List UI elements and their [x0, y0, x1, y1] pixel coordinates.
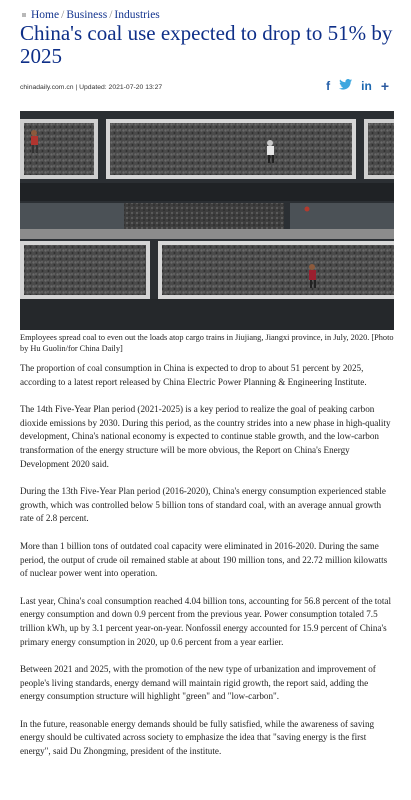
- article-paragraph: More than 1 billion tons of outdated coal capacity were eliminated in 2016-2020. During the same period, the output of crude oil remained stable at about 190 million tons, and 22.72 million kilowatts of nuclear power went into operation.: [20, 540, 388, 579]
- article-title: China's coal use expected to drop to 51% by 2025: [20, 21, 393, 68]
- breadcrumb-business-link[interactable]: Business: [66, 9, 108, 21]
- breadcrumb-industries-link[interactable]: Industries: [114, 9, 160, 21]
- article-paragraph: The proportion of coal consumption in China is expected to drop to about 51 percent by 2025, according to a latest report released by China Electric Power Planning & Engineering Institute.: [20, 363, 367, 387]
- twitter-bird-icon: [339, 79, 352, 90]
- article-photo: [20, 111, 394, 330]
- article-source: chinadaily.com.cn: [20, 84, 74, 91]
- article-paragraph: Last year, China's coal consumption reached 4.04 billion tons, accounting for 56.8 percent of the total energy consumption and down 0.9 percent from the previous year. Power consumption totaled 7.5 trillion kWh, up by 3.1 percent year-on-year. Nonfossil energy accounted for 15.9 percent of China's primary energy consumption in 2020, up 0.6 percent from a year earlier.: [20, 595, 391, 647]
- breadcrumb-bullet-icon: [22, 13, 26, 17]
- article-paragraph: Between 2021 and 2025, with the promotion of the new type of urbanization and improvement of people's living standards, energy demand will maintain rigid growth, the report said, adding the energy consumption structure will highlight "green" and "low-carbon".: [20, 664, 376, 702]
- meta-separator: |: [75, 84, 78, 91]
- article-body: [20, 362, 392, 773]
- article-paragraph: During the 13th Five-Year Plan period (2016-2020), China's energy consumption experienced stable growth, which was controlled below 5 billion tons of standard coal, with an average annual growth rate of 2.8 percent.: [20, 486, 386, 524]
- article-updated: Updated: 2021-07-20 13:27: [79, 84, 163, 91]
- breadcrumb-separator: /: [61, 9, 65, 21]
- coal-trains-photo: [20, 111, 394, 330]
- facebook-share-icon[interactable]: f: [326, 79, 331, 93]
- article-paragraph: In the future, reasonable energy demands should be fully satisfied, while the awareness of saving energy should be cultivated across society to emphasize the idea that "saving energy is the first energy", said Du Zhongming, president of the institute.: [20, 718, 375, 757]
- twitter-share-icon[interactable]: [339, 79, 352, 93]
- share-bar: [326, 78, 389, 94]
- article-meta: [20, 84, 162, 91]
- breadcrumb-home-link[interactable]: Home: [31, 9, 60, 21]
- photo-caption: Employees spread coal to even out the loads atop cargo trains in Jiujiang, Jiangxi province, in July, 2020. [Photo by Hu Guolin/for China Daily]: [20, 333, 394, 353]
- more-share-icon[interactable]: +: [380, 78, 389, 94]
- linkedin-share-icon[interactable]: in: [361, 79, 372, 93]
- breadcrumb: [22, 9, 160, 21]
- breadcrumb-separator: /: [109, 9, 113, 21]
- article-paragraph: The 14th Five-Year Plan period (2021-2025) is a key period to realize the goal of peaking carbon dioxide emissions by 2030. During this period, as the country strides into a new phase in high-quality development, China's national economy is expected to continue stable growth, and the low-carbon transformation of the energy structure will be more obvious, the Report on China's Energy Development 2020 said.: [20, 404, 391, 469]
